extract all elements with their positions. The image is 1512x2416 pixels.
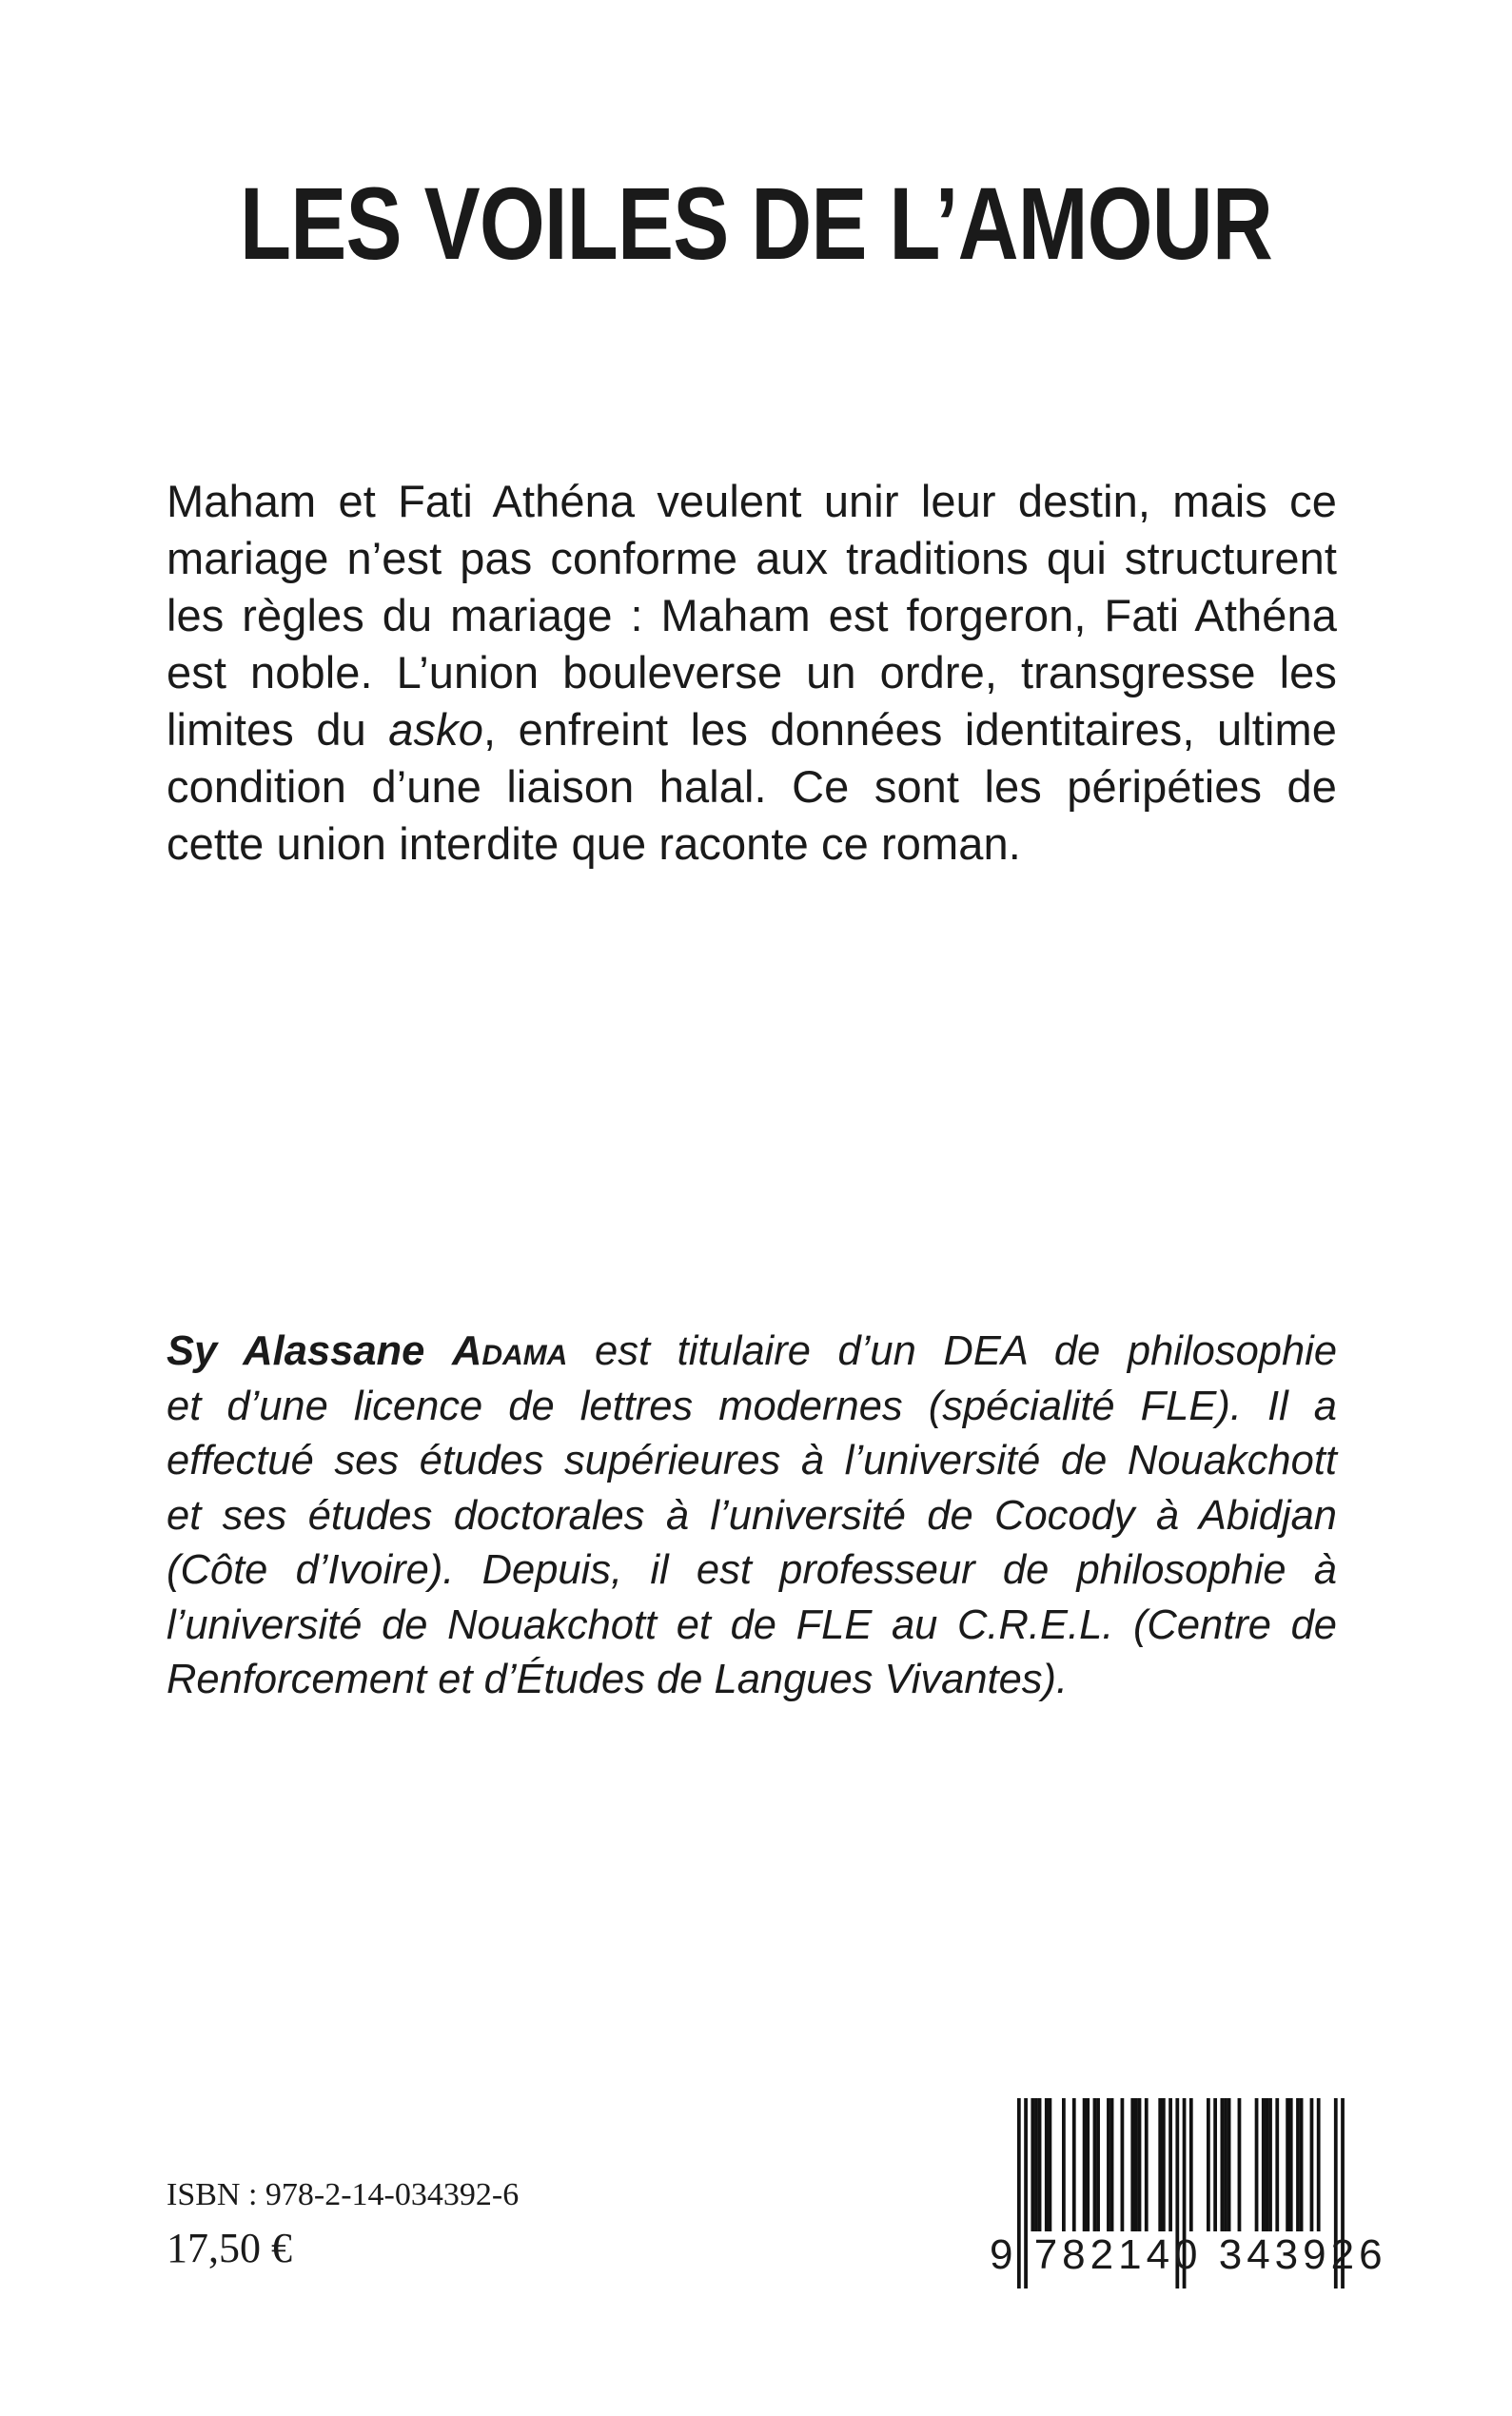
bio-line xyxy=(167,1325,1337,1380)
barcode-bar xyxy=(1158,2098,1162,2231)
barcode-bar xyxy=(1255,2098,1259,2231)
blurb-line: mariage n’est pas conforme aux traditions qui structurent xyxy=(167,533,1337,583)
barcode-bar xyxy=(1220,2098,1224,2231)
barcode-bar xyxy=(1189,2098,1193,2231)
bio-line: effectué ses études supérieures à l’université de Nouakchott xyxy=(167,1438,1337,1483)
barcode-bar xyxy=(1266,2098,1269,2231)
barcode-bar xyxy=(1207,2098,1210,2231)
blurb-line: est noble. L’union bouleverse un ordre, transgresse les xyxy=(167,647,1337,697)
barcode-bar xyxy=(1038,2098,1042,2231)
barcode-bar xyxy=(1227,2098,1231,2231)
barcode-bar xyxy=(1093,2098,1097,2231)
barcode-bar xyxy=(1286,2098,1289,2231)
barcode-bar xyxy=(1121,2098,1125,2231)
barcode-bar xyxy=(1110,2098,1114,2231)
author-first-name: Sy Alassane xyxy=(167,1328,425,1374)
barcode-bar xyxy=(1031,2098,1034,2231)
barcode-bar xyxy=(1262,2098,1266,2231)
barcode-bar xyxy=(1086,2098,1090,2231)
barcode-bar xyxy=(1096,2098,1100,2231)
blurb-italic-term: asko xyxy=(388,704,483,755)
barcode-bar xyxy=(1062,2098,1066,2231)
barcode-bar xyxy=(1224,2098,1227,2231)
blurb-text: limites du xyxy=(167,704,389,755)
barcode-bar xyxy=(1134,2098,1138,2231)
blurb-line: cette union interdite que raconte ce roman. xyxy=(167,818,1021,869)
barcode-bar xyxy=(1275,2098,1279,2231)
barcode-bar xyxy=(1300,2098,1304,2231)
bio-line: Renforcement et d’Études de Langues Vivantes). xyxy=(167,1657,1069,1702)
barcode-bar xyxy=(1072,2098,1076,2231)
barcode-bar xyxy=(1130,2098,1134,2231)
barcode-bar xyxy=(1145,2098,1149,2231)
book-title: LES VOILES DE L’AMOUR xyxy=(240,166,1272,281)
barcode-bar xyxy=(1168,2098,1172,2231)
barcode-digits: 9 782140 343926 xyxy=(990,2231,1387,2278)
blurb-line: Maham et Fati Athéna veulent unir leur destin, mais ce xyxy=(167,476,1337,526)
blurb-line xyxy=(167,701,1337,758)
bio-line: et d’une licence de lettres modernes (spécialité FLE). Il a xyxy=(167,1383,1337,1429)
barcode-bar xyxy=(1317,2098,1321,2231)
barcode-bar xyxy=(1296,2098,1300,2231)
isbn-number: ISBN : 978-2-14-034392-6 xyxy=(167,2177,520,2212)
barcode-bar xyxy=(1289,2098,1293,2231)
barcode-bar xyxy=(1268,2098,1272,2231)
bio-line: l’université de Nouakchott et de FLE au C.R.E.L. (Centre de xyxy=(167,1601,1337,1648)
barcode-bar xyxy=(1107,2098,1110,2231)
blurb-text: , enfreint les données identitaires, ultime xyxy=(482,704,1337,755)
bio-line: (Côte d’Ivoire). Depuis, il est professeur de philosophie à xyxy=(167,1547,1337,1593)
barcode-bar xyxy=(1213,2098,1217,2231)
barcode-bar xyxy=(1034,2098,1038,2231)
barcode-bar xyxy=(1083,2098,1087,2231)
barcode-bar xyxy=(1138,2098,1142,2231)
bio-text: est titulaire d’un DEA de philosophie xyxy=(595,1328,1338,1374)
barcode-bar xyxy=(1049,2098,1052,2231)
blurb-line: les règles du mariage : Maham est forgeron, Fati Athéna xyxy=(167,590,1337,640)
barcode-bar xyxy=(1045,2098,1049,2231)
author-bio xyxy=(167,1325,1337,1708)
back-cover-blurb xyxy=(167,473,1337,873)
price: 17,50 € xyxy=(167,2225,292,2271)
barcode-bar xyxy=(1238,2098,1242,2231)
barcode-bar xyxy=(1162,2098,1166,2231)
barcode-bar xyxy=(1310,2098,1314,2231)
author-last-name: Adama xyxy=(451,1328,568,1374)
bio-line: et ses études doctorales à l’université de Cocody à Abidjan xyxy=(167,1492,1337,1539)
blurb-line: condition d’une liaison halal. Ce sont les péripéties de xyxy=(167,761,1337,812)
